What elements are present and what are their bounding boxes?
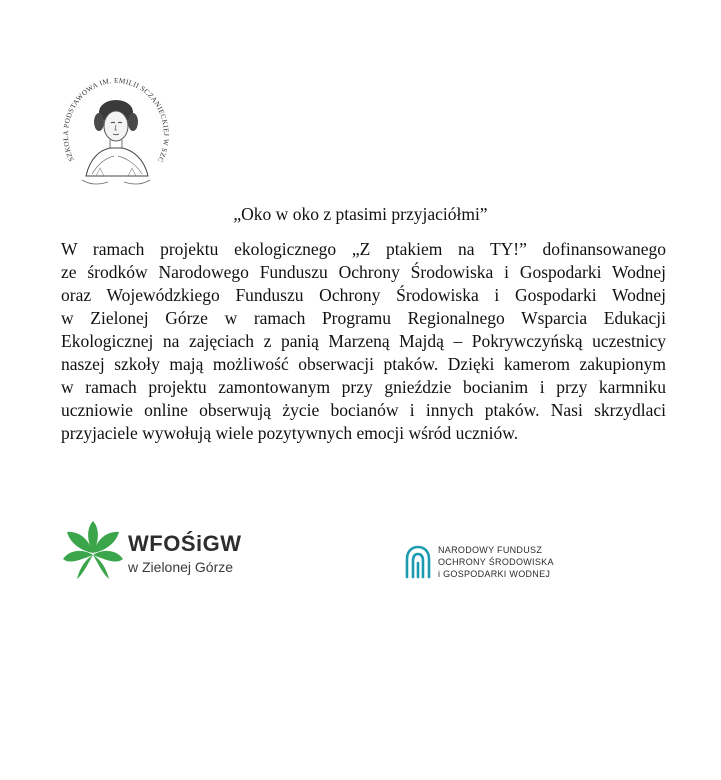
nfosigw-emblem-icon [402, 543, 434, 579]
wfosigw-name: WFOŚiGW [128, 531, 242, 556]
body-line: w Zielonej Górze w ramach Programu Regionalnego Wsparcia Edukacji [61, 308, 666, 328]
body-line: naszej szkoły mają możliwość obserwacji ptaków. Dzięki kamerom zakupionym [61, 354, 666, 374]
body-line: w ramach projektu zamontowanym przy gnieździe bocianim i przy karmniku [61, 377, 666, 397]
school-seal [52, 72, 180, 202]
chestnut-leaf-icon [60, 519, 126, 583]
nfosigw-line: i GOSPODARKI WODNEJ [438, 569, 551, 579]
document-title: „Oko w oko z ptasimi przyjaciółmi” [233, 204, 488, 224]
seal-text: SZKOŁA PODSTAWOWA IM. EMILII SCZANIECKIEJ W SZC [61, 76, 171, 164]
nfosigw-line: OCHRONY ŚRODOWISKA [438, 557, 554, 567]
wfosigw-logo [60, 519, 250, 585]
portrait-seal-icon [52, 72, 180, 202]
nfosigw-line: NARODOWY FUNDUSZ [438, 545, 543, 555]
wfosigw-subtitle: w Zielonej Górze [128, 559, 234, 575]
nfosigw-logo [402, 543, 572, 583]
nfosigw-text [438, 544, 554, 580]
body-line: Ekologicznej na zajęciach z panią Marzeną Majdą – Pokrywczyńską uczestnicy [61, 331, 666, 351]
body-line: uczniowie online obserwują życie bocianów i innych ptaków. Nasi skrzydlaci [61, 400, 666, 420]
body-paragraph [61, 238, 666, 445]
body-line: przyjaciele wywołują wiele pozytywnych emocji wśród uczniów. [61, 423, 519, 443]
body-line: W ramach projektu ekologicznego „Z ptakiem na TY!” dofinansowanego [61, 239, 666, 259]
body-line: ze środków Narodowego Funduszu Ochrony Środowiska i Gospodarki Wodnej [61, 262, 666, 282]
body-line: oraz Wojewódzkiego Funduszu Ochrony Środowiska i Gospodarki Wodnej [61, 285, 666, 305]
